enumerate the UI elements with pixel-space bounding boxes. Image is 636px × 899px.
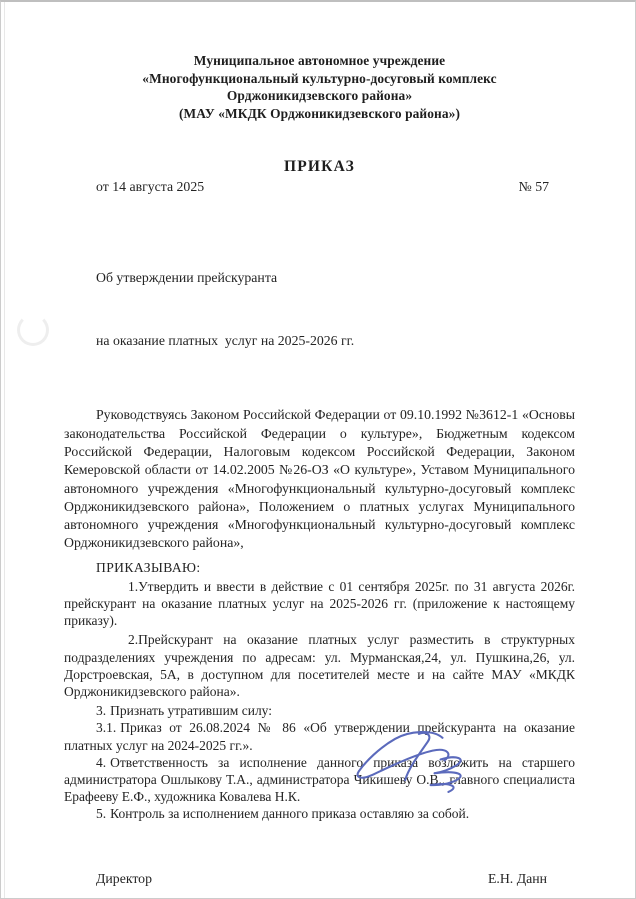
- resolve-word: ПРИКАЗЫВАЮ:: [96, 559, 201, 575]
- item-number: 4.: [96, 754, 107, 770]
- item-text: Ответственность за исполнение данного приказа возложить на старшего администратора Ошлыкову Т.А., администратора Чикишеву О.В., главного специалиста Ерафееву Е.Ф., художника Ковалева Н.К.: [64, 754, 575, 805]
- org-header-line-1: Муниципальное автономное учреждение: [193, 53, 446, 68]
- doc-title: ПРИКАЗ: [283, 158, 355, 176]
- preamble-paragraph: Руководствуясь Законом Российской Федерации от 09.10.1992 №3612-1 «Основы законодательства Российской Федерации о культуре», Бюджетным кодексом Российской Федерации, Налоговым кодексом Российской Федерации, Законом Кемеровской области от 14.02.2005 №26-ОЗ «О культуре», Уставом Муниципального автономного учреждения «Многофункциональный культурно-досуговый комплекс Орджоникидзевского района», Положением о платных услугах Муниципального автономного учреждения «Многофункциональный культурно-досуговый комплекс Орджоникидзевского района»,: [64, 407, 575, 551]
- item-number: 3.1.: [96, 720, 117, 736]
- order-item-4: [64, 754, 575, 806]
- item-number: 5.: [96, 806, 107, 822]
- item-text: Признать утратившим силу:: [110, 703, 272, 719]
- signer-position: Директор: [96, 870, 152, 886]
- item-text: Приказ от 26.08.2024 № 86 «Об утверждении прейскуранта на оказание платных услуг на 2024-2025 гг.».: [64, 720, 575, 753]
- org-header-line-2: «Многофункциональный культурно-досуговый комплекс: [142, 70, 497, 86]
- doc-number: № 57: [518, 179, 549, 195]
- item-text: Прейскурант на оказание платных услуг разместить в структурных подразделениях учреждения по адресам: ул. Мурманская,24, ул. Пушкина,26, ул. Дорстроевская, 5А, в доступном для посетителей месте и на сайте МАУ «МКДК Орджоникидзевского района».: [64, 632, 575, 699]
- signature-row: [64, 871, 575, 887]
- subject-block: [64, 225, 575, 393]
- subject-line-1: Об утверждении прейскуранта: [96, 270, 278, 286]
- org-header: [64, 52, 575, 122]
- item-text: Утвердить и ввести в действие с 01 сентября 2025г. по 31 августа 2026г. прейскурант на оказание платных услуг на 2025-2026 гг. (приложение к настоящему приказу).: [64, 578, 575, 629]
- item-number: 1.: [128, 578, 139, 594]
- order-item-5: [64, 805, 575, 822]
- order-item-1: [64, 578, 575, 630]
- order-item-3-1: [64, 719, 575, 753]
- date-number-row: [64, 179, 575, 195]
- item-number: 2.: [128, 632, 139, 648]
- item-number: 3.: [96, 703, 107, 719]
- doc-date: от 14 августа 2025: [96, 179, 205, 195]
- item-text: Контроль за исполнением данного приказа оставляю за собой.: [110, 806, 470, 822]
- handwritten-signature-icon: [346, 720, 474, 798]
- order-item-3: [64, 702, 575, 719]
- order-item-2: [64, 631, 575, 700]
- subject-line-2: на оказание платных услуг на 2025-2026 гг.: [96, 333, 355, 349]
- document-body: [1, 2, 635, 887]
- org-header-line-3: Орджоникидзевского района»: [226, 88, 413, 104]
- org-header-line-4: (МАУ «МКДК Орджоникидзевского района»): [178, 105, 460, 121]
- signer-name: Е.Н. Данн: [487, 870, 547, 886]
